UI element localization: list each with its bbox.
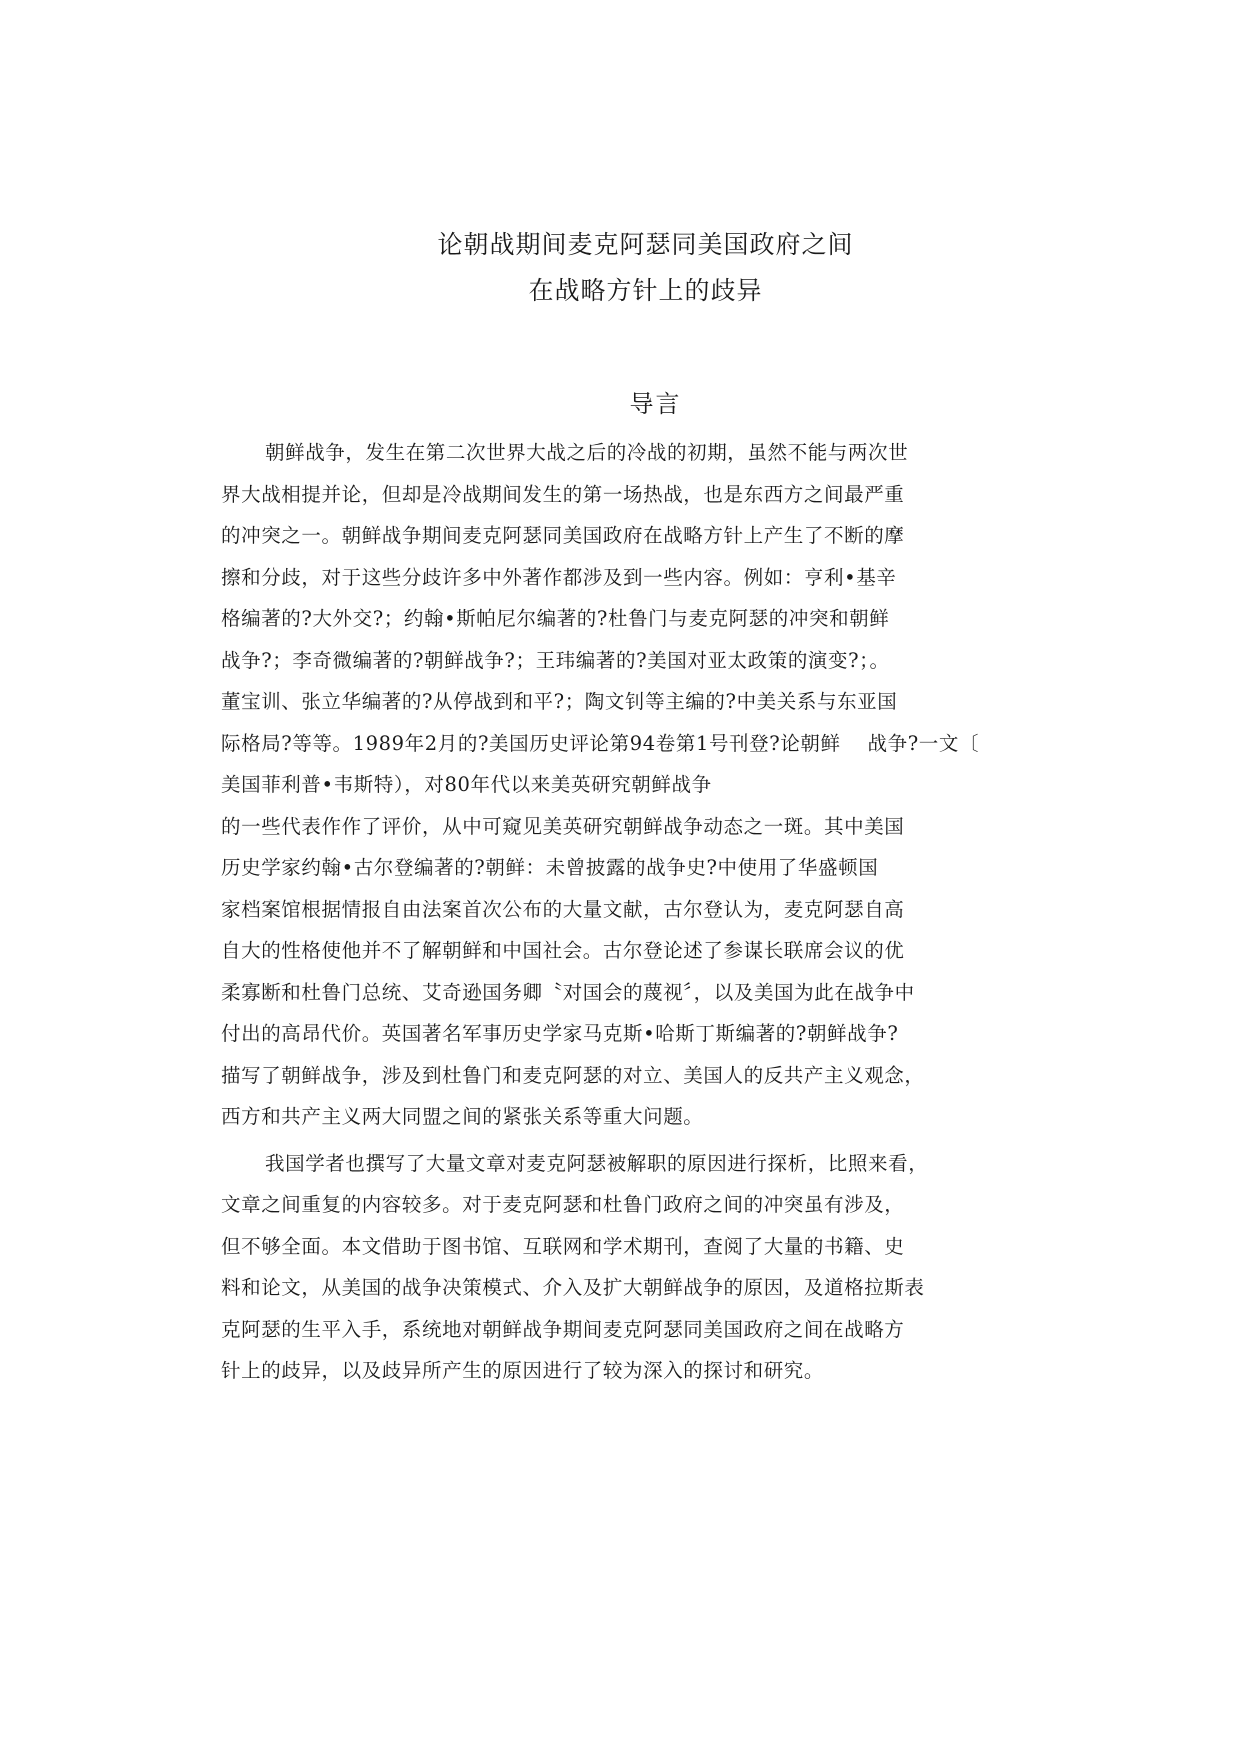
paragraph-1-line: 的一些代表作作了评价，从中可窥见美英研究朝鲜战争动态之一斑。其中美国 — [221, 814, 905, 838]
paragraph-1-line: 董宝训、张立华编著的?从停战到和平?；陶文钊等主编的?中美关系与东亚国 — [221, 690, 898, 713]
title-line-2: 在战略方针上的歧异 — [528, 276, 763, 305]
section-heading: 导言 — [629, 390, 682, 418]
paragraph-2-line: 我国学者也撰写了大量文章对麦克阿瑟被解职的原因进行探析，比照来看， — [265, 1151, 929, 1175]
paragraph-1-line: 西方和共产主义两大同盟之间的紧张关系等重大问题。 — [221, 1105, 704, 1128]
paragraph-2-line: 针上的歧异，以及歧异所产生的原因进行了较为深入的探讨和研究。 — [221, 1359, 825, 1382]
paragraph-1-line: 柔寡断和杜鲁门总统、艾奇逊国务卿〝对国会的蔑视〞，以及美国为此在战争中 — [221, 980, 915, 1004]
paragraph-2-line: 料和论文，从美国的战争决策模式、介入及扩大朝鲜战争的原因，及道格拉斯表 — [221, 1276, 925, 1299]
document-title — [0, 222, 1241, 314]
paragraph-1-line: 的冲突之一。朝鲜战争期间麦克阿瑟同美国政府在战略方针上产生了不断的摩 — [221, 524, 905, 547]
body-text — [221, 432, 1021, 1392]
paragraph-1-line: 际格局?等等。1989年2月的?美国历史评论第94卷第1号刊登?论朝鲜 战争?一文〔 — [221, 731, 980, 755]
paragraph-2-line: 但不够全面。本文借助于图书馆、互联网和学术期刊，查阅了大量的书籍、史 — [221, 1234, 905, 1258]
paragraph-1-line: 格编著的?大外交?；约翰•斯帕尼尔编著的?杜鲁门与麦克阿瑟的冲突和朝鲜 — [221, 607, 890, 630]
title-line-1: 论朝战期间麦克阿瑟同美国政府之间 — [437, 230, 854, 259]
paragraph-1-line: 历史学家约翰•古尔登编著的?朝鲜：未曾披露的战争史?中使用了华盛顿国 — [221, 856, 879, 879]
paragraph-1-line: 美国菲利普•韦斯特），对80年代以来美英研究朝鲜战争 — [221, 773, 712, 796]
paragraph-1-line: 朝鲜战争，发生在第二次世界大战之后的冷战的初期，虽然不能与两次世 — [265, 441, 909, 464]
paragraph-1-line: 家档案馆根据情报自由法案首次公布的大量文献，古尔登认为，麦克阿瑟自高 — [221, 897, 905, 921]
paragraph-1-line: 描写了朝鲜战争，涉及到杜鲁门和麦克阿瑟的对立、美国人的反共产主义观念， — [221, 1063, 925, 1087]
paragraph-2-line: 文章之间重复的内容较多。对于麦克阿瑟和杜鲁门政府之间的冲突虽有涉及， — [221, 1193, 905, 1216]
paragraph-1-line: 付出的高昂代价。英国著名军事历史学家马克斯•哈斯丁斯编著的?朝鲜战争? — [221, 1022, 899, 1045]
paragraph-2-line: 克阿瑟的生平入手，系统地对朝鲜战争期间麦克阿瑟同美国政府之间在战略方 — [221, 1317, 905, 1341]
paragraph-1-line: 战争?；李奇微编著的?朝鲜战争?；王玮编著的?美国对亚太政策的演变?；。 — [221, 648, 890, 672]
paragraph-1-line: 界大战相提并论，但却是冷战期间发生的第一场热战，也是东西方之间最严重 — [221, 482, 905, 506]
paragraph-1-line: 擦和分歧，对于这些分歧许多中外著作都涉及到一些内容。例如：亨利•基辛 — [221, 565, 897, 589]
paragraph-1-line: 自大的性格使他并不了解朝鲜和中国社会。古尔登论述了参谋长联席会议的优 — [221, 939, 905, 962]
